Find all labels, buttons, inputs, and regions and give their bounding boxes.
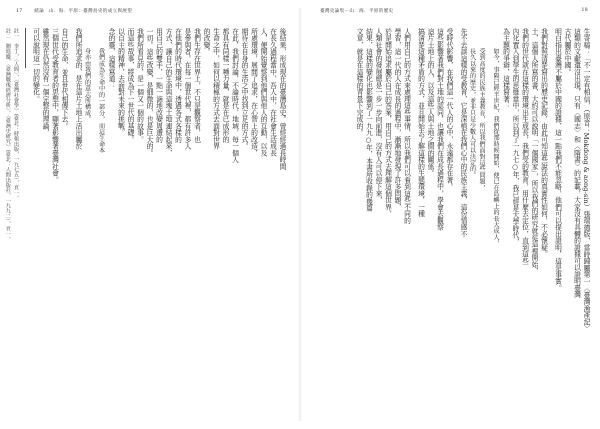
text-column: 方式，讓自己的生命與這塊土地連結起來， <box>164 28 172 157</box>
footnote: 註一 李丁，〈人間〉，《臺灣社會學》（臺北：時報出版，一九七五），頁一。 <box>13 28 19 201</box>
vertical-text-block-left <box>4 28 286 413</box>
text-column: 我們的世代就在這樣的環境出生成長，我們受的教育，用什麼去定位，直到這些 <box>520 28 529 265</box>
text-column: 這片土地上的人，以及這些人與土地之間的關係。 <box>426 28 434 177</box>
text-column: 在他們的時代環境中，透過各式各樣的 <box>173 28 182 143</box>
text-column: 於是開始追求屬於自己的答案，用自己的方式去理解這個世界， <box>383 28 392 217</box>
running-header-right <box>320 8 588 14</box>
right-page <box>300 0 600 429</box>
text-column: 人，便開始覺察到他們與他人的互動，以及 <box>259 28 267 157</box>
running-title-right: 臺灣史論集－山．海．平原的歷史 <box>320 9 394 14</box>
text-column: 我們對照清楚寫出的歷史記錄，由此可知這些說法的真實性如何，不必懷疑。 <box>539 28 548 258</box>
text-column: 內化置入到學生的思維當中，所以到了一九七○年，我已經是大學時代， <box>511 28 519 246</box>
text-column: 在此，我們討論，不論時代、地域，每一個人 <box>230 28 239 163</box>
text-column: 這些影響著我們對土地的認同，也讓我們在成長過程中，學會去觀察 <box>435 28 444 231</box>
text-column: 可以說明這一切的變化。 <box>31 28 40 103</box>
text-column: 人類社會的發展總是一步一步向前進，沒有人可以停下來， <box>374 28 382 204</box>
block-quote-column: 我們成為生命中的一部分，而這生命本 <box>97 48 105 154</box>
running-header-left <box>16 8 284 14</box>
text-column: 我們所追求的，是在這片土地上活出屬於 <box>74 28 82 150</box>
text-column: 文章，就是在這樣的背景下完成的。 <box>355 28 363 136</box>
text-column: 自己的生命，並且世代相傳下去。 <box>60 28 68 130</box>
text-column: 而這些故事，將成為下一世代的基礎。 <box>126 28 134 143</box>
text-column: 以自主的精神，去面對未來的挑戰。 <box>116 28 125 136</box>
text-column: 念的靈，這樣寫道： <box>107 28 115 89</box>
block-quote-column: 身亦由我們的意志所構成。 <box>83 48 91 123</box>
vertical-text-block-right <box>322 28 590 413</box>
text-column: 一切。這些改變，是細微的，也是巨大的。 <box>145 28 153 157</box>
text-column: 雖然現在仍然沒有一個完整的理論， <box>41 28 49 136</box>
text-column: 都具有同樣一種力量，就是在已成形的 <box>221 28 229 143</box>
text-column: 人們用自己的方式來處理這些事情，所以我們可以看到這些不同的 <box>402 28 411 224</box>
text-column: 是參與者。在每一個世代裡，都有許多人 <box>183 28 191 150</box>
block-quote-column: 長久以來的歷史，並非只是少數人可以決定的。 <box>468 48 476 179</box>
text-column: 用自己的雙手，一點一滴地改變周遭的 <box>154 28 163 143</box>
text-column: 學習，這一代的人在成長的過程中，漸漸地發現了許多問題， <box>393 28 401 211</box>
text-column: 我們生存在世界上，不只是觀察者，也 <box>192 28 201 143</box>
text-column: 我們所看見的，是一個又一個的故事。 <box>135 28 144 143</box>
text-column: 先不去談這樣的受教育，它是深植在我們心中的民族主義，這份情感不 <box>459 28 467 238</box>
running-title-left: 緒論 山．海．平原：臺灣島史的成立與展望 <box>34 9 133 14</box>
page-number-left: 17 <box>16 9 23 14</box>
text-column: 生寄稿：「不一定有相信，（原音：Mokdong & aong-sin）張瑞德版，當時歸屬第一〈臺灣漁產記〉 <box>582 28 590 332</box>
footnote: 註二 劉進慶，〈臺灣戰後經濟分析〉，《臺灣史研究》（臺北：人間出版社，一九九二），頁一。 <box>4 28 11 242</box>
text-column: 的改變。 <box>202 28 210 55</box>
text-column: 為主題的爭辯，這樣寫著： <box>501 28 510 109</box>
text-column: 受時代影響，在我們這一代人的心中，永遠都存在著。 <box>445 28 453 190</box>
text-column: 搞清楚這種矛盾的方式，並且開始去了解這樣的生態環境，一種 <box>416 28 425 217</box>
block-quote-column: 受到高度的民族主義教育，所以我們面對這些問題， <box>478 48 485 191</box>
text-column: 古代屬於中國。 <box>563 28 571 76</box>
text-column: 後結果，形成現在的臺灣島史。曾經經過長時間 <box>278 28 286 170</box>
text-column: 結果，這樣的變化也影響到了一九九○年，本書所收錄的幾篇 <box>364 28 373 212</box>
text-column: 所處環境，展開了追求，在心智上的改造， <box>249 28 258 157</box>
text-column: 生命之中，如何以積極的方式去面對世界 <box>211 28 220 150</box>
text-column: 明白指出臺灣不屬於中國的證據，這一點我們不能忽略，他們可以提出證明，這是事實。 <box>553 28 562 292</box>
text-column: 這類的文獻還沒出現，只有〈國志〉和〈隋書〉的記載，大家沒有具體的證據可以證明臺灣 <box>572 28 581 298</box>
text-column: 三個世代受教育者的思想中，顯著影響著臺灣社會。 <box>50 28 59 184</box>
text-column: 土，這個人所寫的書，大約可以說明「一個國家」，所以我們的研究就從這裡開始， <box>530 28 538 275</box>
footnote-divider <box>20 28 30 413</box>
block-quote-column: 如今，事隔已經半世紀，我們從那時候開始，便已在島嶼上的長大成人， <box>492 48 499 247</box>
text-column: 期待在自身的生活之中找到立足的方式。 <box>240 28 248 150</box>
page-number-right: 18 <box>581 8 588 13</box>
text-column: 在長久過程當中，吾人中，在社會生活成長 <box>268 28 277 157</box>
